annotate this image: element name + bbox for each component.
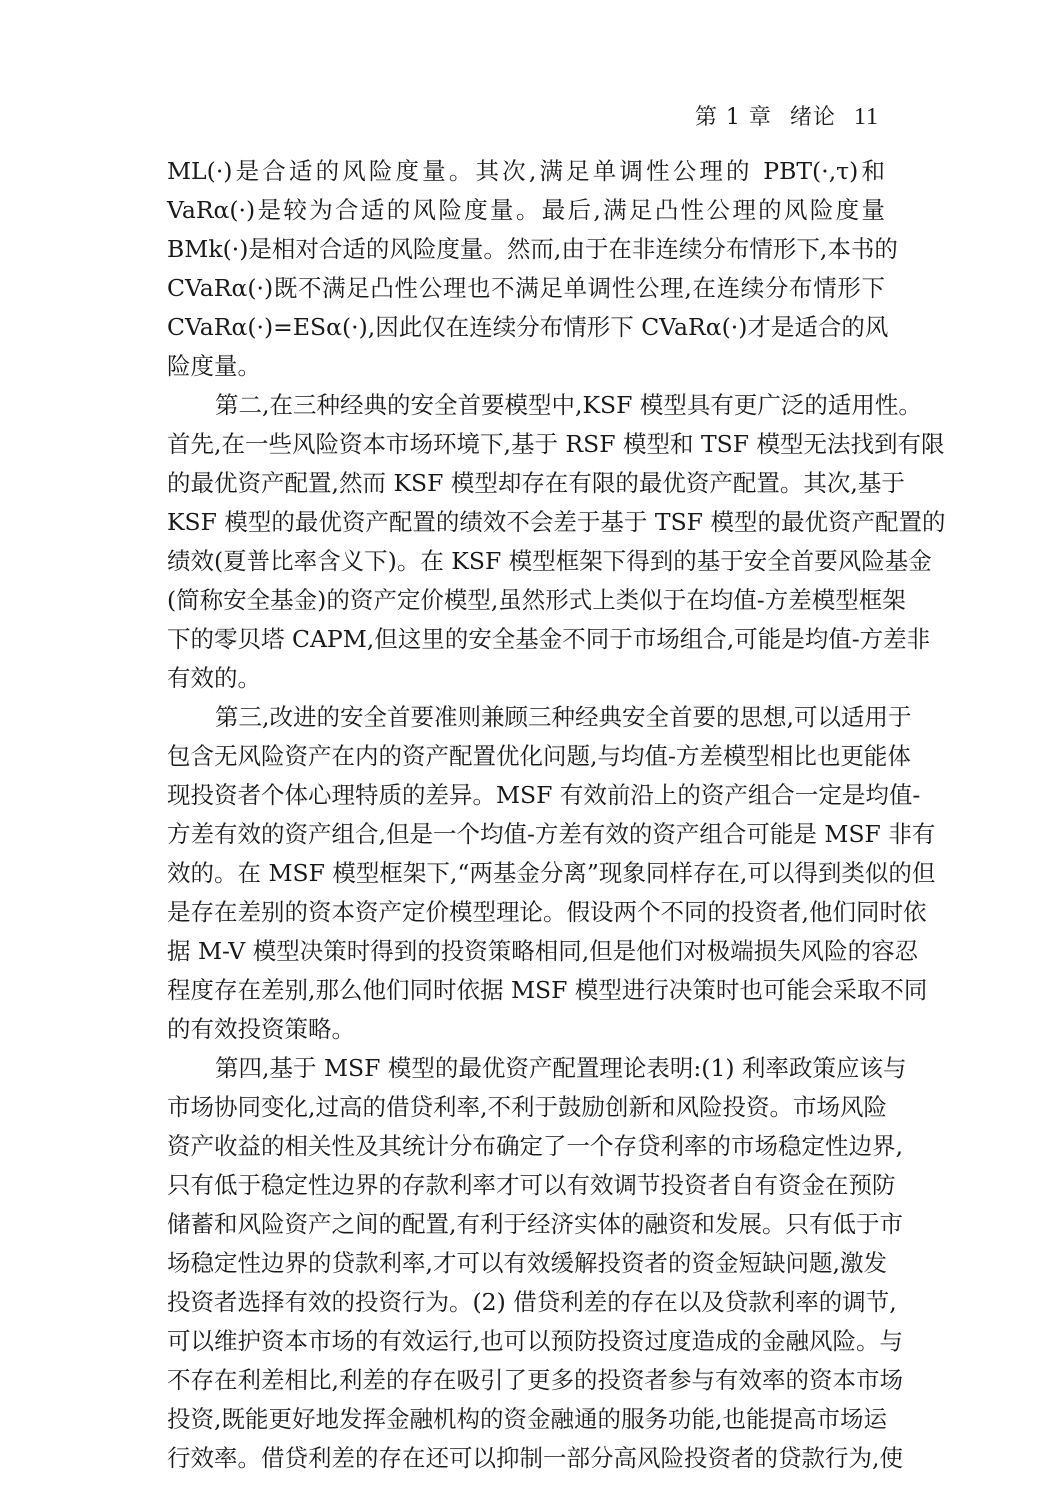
text-line: 现投资者个体心理特质的差异。MSF 有效前沿上的资产组合一定是均值- xyxy=(167,781,921,809)
text-line: 是存在差别的资本资产定价模型理论。假设两个不同的投资者,他们同时依 xyxy=(167,898,927,926)
text-line: 首先,在一些风险资本市场环境下,基于 RSF 模型和 TSF 模型无法找到有限 xyxy=(167,430,945,458)
text-line: 方差有效的资产组合,但是一个均值-方差有效的资产组合可能是 MSF 非有 xyxy=(167,820,936,848)
text-line: BMk(·)是相对合适的风险度量。然而,由于在非连续分布情形下,本书的 xyxy=(167,235,898,263)
text-line: 程度存在差别,那么他们同时依据 MSF 模型进行决策时也可能会采取不同 xyxy=(167,976,928,1004)
text-line: 包含无风险资产在内的资产配置优化问题,与均值-方差模型相比也更能体 xyxy=(167,742,911,770)
text-line: 不存在利差相比,利差的存在吸引了更多的投资者参与有效率的资本市场 xyxy=(167,1366,903,1394)
text-line: 行效率。借贷利差的存在还可以抑制一部分高风险投资者的贷款行为,使 xyxy=(167,1444,903,1472)
text-line: 储蓄和风险资产之间的配置,有利于经济实体的融资和发展。只有低于市 xyxy=(167,1210,903,1238)
paragraph-start: 第二,在三种经典的安全首要模型中,KSF 模型具有更广泛的适用性。 xyxy=(215,391,922,419)
chapter-label: 第 1 章 xyxy=(694,105,772,130)
paragraph-start: 第三,改进的安全首要准则兼顾三种经典安全首要的思想,可以适用于 xyxy=(215,703,912,731)
text-line: 险度量。 xyxy=(167,352,261,380)
text-line: 资产收益的相关性及其统计分布确定了一个存贷利率的市场稳定性边界, xyxy=(167,1132,903,1160)
text-line: 效的。在 MSF 模型框架下,“两基金分离”现象同样存在,可以得到类似的但 xyxy=(167,859,936,887)
text-line: CVaRα(·)=ESα(·),因此仅在连续分布情形下 CVaRα(·)才是适合的风 xyxy=(167,313,889,341)
text-line: 投资,既能更好地发挥金融机构的资金融通的服务功能,也能提高市场运 xyxy=(167,1405,887,1433)
text-line: 市场协同变化,过高的借贷利率,不利于鼓励创新和风险投资。市场风险 xyxy=(167,1093,887,1121)
paragraph-start: 第四,基于 MSF 模型的最优资产配置理论表明:(1) 利率政策应该与 xyxy=(215,1054,907,1082)
text-line: (简称安全基金)的资产定价模型,虽然形式上类似于在均值-方差模型框架 xyxy=(167,586,906,614)
text-line: 下的零贝塔 CAPM,但这里的安全基金不同于市场组合,可能是均值-方差非 xyxy=(167,625,931,653)
body-text xyxy=(167,152,946,1478)
page-number: 11 xyxy=(853,104,879,130)
text-line: 的有效投资策略。 xyxy=(167,1015,355,1043)
text-line: 据 M-V 模型决策时得到的投资策略相同,但是他们对极端损失风险的容忍 xyxy=(167,937,919,965)
running-header xyxy=(695,100,879,131)
text-line: 只有低于稳定性边界的存款利率才可以有效调节投资者自有资金在预防 xyxy=(167,1171,896,1199)
text-line: CVaRα(·)既不满足凸性公理也不满足单调性公理,在连续分布情形下 xyxy=(167,274,885,302)
text-line: 可以维护资本市场的有效运行,也可以预防投资过度造成的金融风险。与 xyxy=(167,1327,903,1355)
text-line: 投资者选择有效的投资行为。(2) 借贷利差的存在以及贷款利率的调节, xyxy=(167,1288,897,1316)
text-line: 的最优资产配置,然而 KSF 模型却存在有限的最优资产配置。其次,基于 xyxy=(167,469,905,497)
text-line: KSF 模型的最优资产配置的绩效不会差于基于 TSF 模型的最优资产配置的 xyxy=(167,508,946,536)
text-line: 有效的。 xyxy=(167,664,261,692)
text-line: VaRα(·)是较为合适的风险度量。最后,满足凸性公理的风险度量 xyxy=(167,196,885,224)
text-line: ML(·)是合适的风险度量。其次,满足单调性公理的 PBT(·,τ)和 xyxy=(167,157,885,185)
chapter-title: 绪论 xyxy=(789,105,836,130)
text-line: 绩效(夏普比率含义下)。在 KSF 模型框架下得到的基于安全首要风险基金 xyxy=(167,547,932,575)
text-line: 场稳定性边界的贷款利率,才可以有效缓解投资者的资金短缺问题,激发 xyxy=(167,1249,887,1277)
